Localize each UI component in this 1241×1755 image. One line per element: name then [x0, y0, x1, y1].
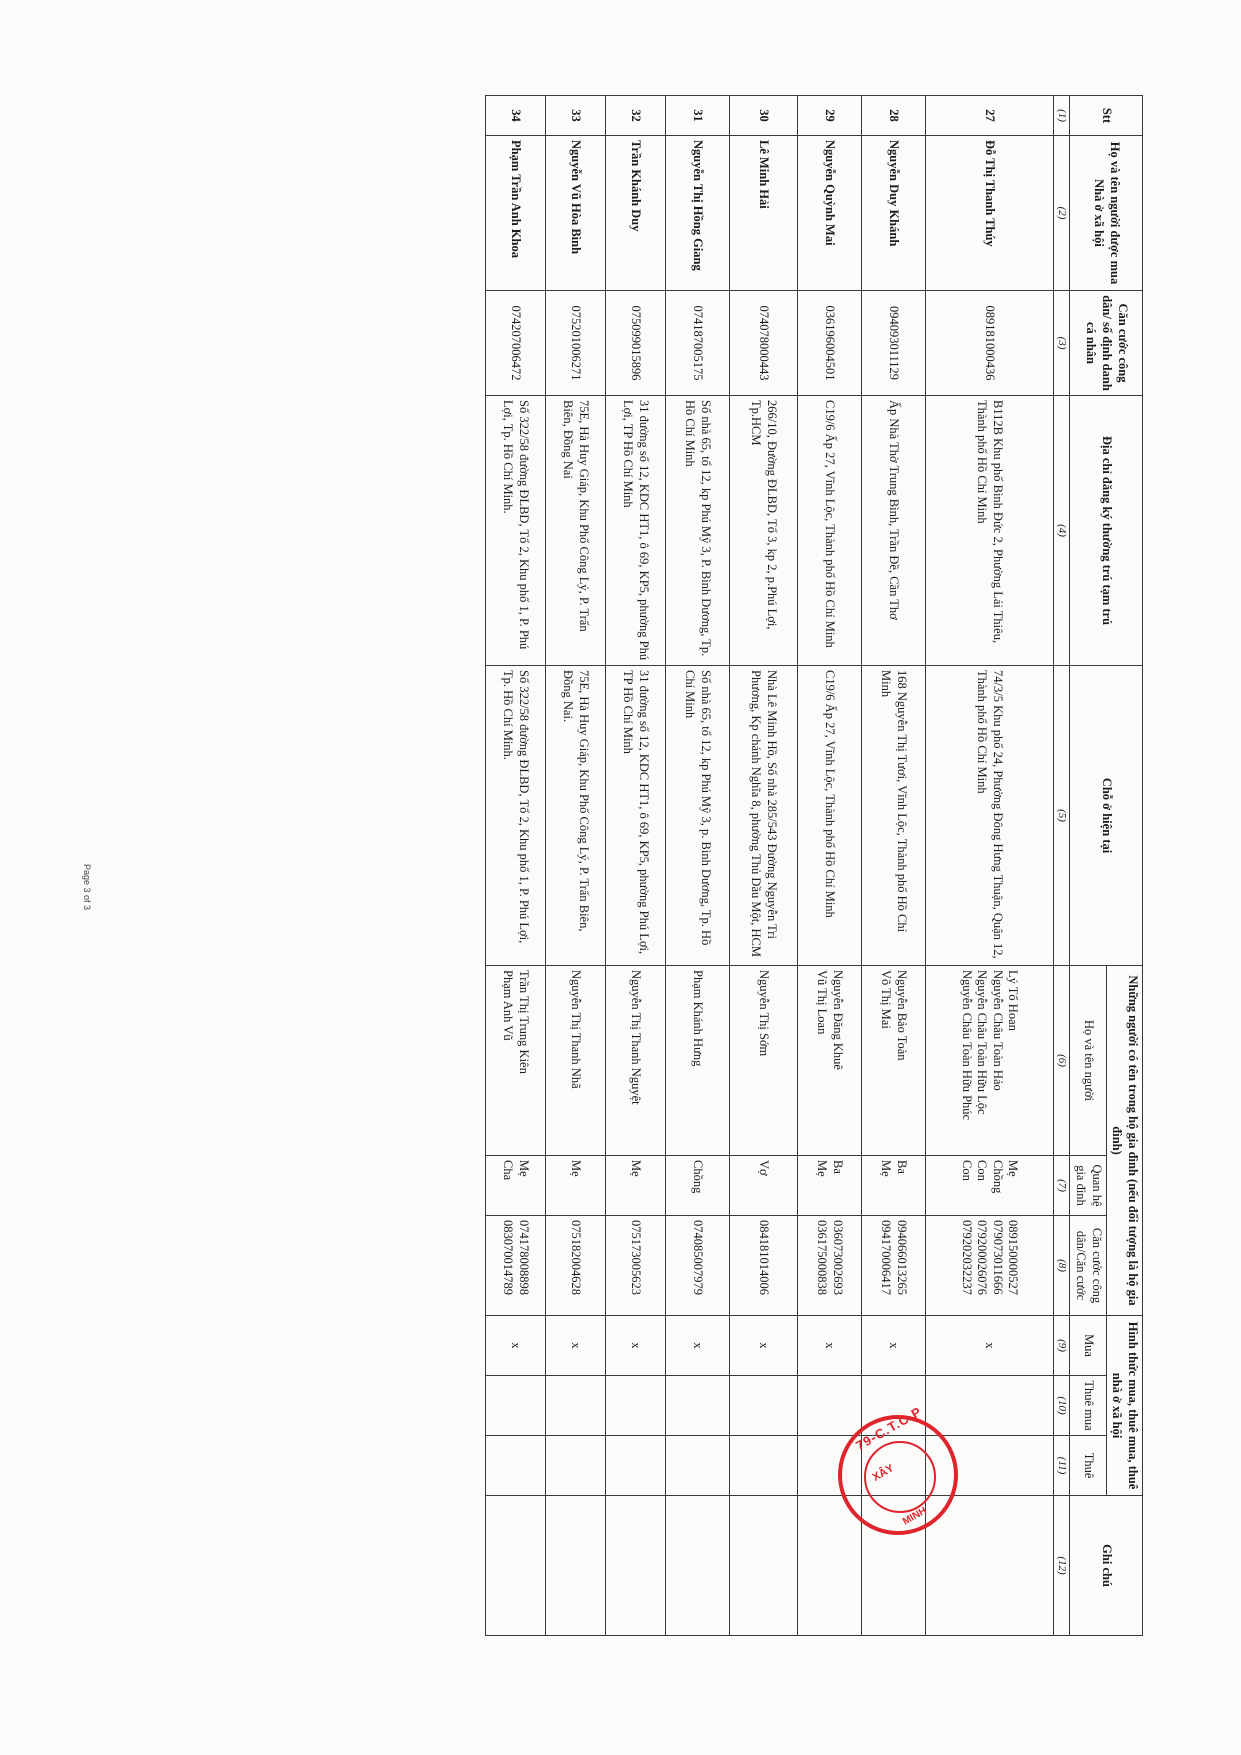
col-num: (4)	[1053, 396, 1070, 666]
cell-member-ids	[485, 1216, 545, 1316]
col-num: (8)	[1053, 1216, 1070, 1316]
cell-relations-line: Cha	[501, 1160, 516, 1181]
cell-member-names-line: Nguyễn Thị Sớm	[757, 970, 772, 1057]
cell-member-names	[485, 966, 545, 1156]
cell-member-ids	[729, 1216, 797, 1316]
cell-lease-buy	[485, 1376, 545, 1436]
cell-relations-line: Chồng	[990, 1160, 1005, 1194]
cell-registered-address: Số 322/58 đường ĐLBD, Tổ 2, Khu phố 1, P. Phú Lợi, Tp. Hồ Chí Minh.	[485, 396, 545, 666]
table-body	[485, 96, 1053, 1636]
cell-lease-buy	[545, 1376, 605, 1436]
cell-member-names	[729, 966, 797, 1156]
cell-buy: x	[665, 1316, 729, 1376]
housing-applicants-table	[485, 95, 1143, 1636]
cell-relations	[729, 1156, 797, 1216]
cell-relations-line: Mẹ	[879, 1160, 894, 1177]
cell-current-address: Số nhà 65, tổ 12, kp Phú Mỹ 3, p. Bình Dương, Tp. Hồ Chí Minh	[665, 666, 729, 966]
cell-member-names	[797, 966, 861, 1156]
cell-member-names-line: Nguyễn Châu Toàn Hữu Phúc	[959, 970, 974, 1121]
column-number-row	[1053, 96, 1070, 1636]
cell-current-address: 74/3/5 Khu phố 24, Phường Đông Hưng Thuận, Quận 12, Thành phố Hồ Chí Minh	[925, 666, 1053, 966]
header-lease-buy: Thuê mua	[1070, 1376, 1106, 1436]
cell-registered-address: Số nhà 65, tổ 12, kp Phú Mỹ 3, P. Bình Dương, Tp. Hồ Chí Minh	[665, 396, 729, 666]
cell-relations-line: Con	[975, 1160, 990, 1181]
cell-lease-buy	[729, 1376, 797, 1436]
cell-registered-address: 266/10, Đường ĐLBD, Tổ 3, kp 2, p.Phú Lợi, Tp.HCM	[729, 396, 797, 666]
cell-lease-buy	[925, 1376, 1053, 1436]
cell-note	[665, 1496, 729, 1636]
cell-rent	[729, 1436, 797, 1496]
cell-member-ids-line: 083070014789	[501, 1220, 516, 1295]
col-num: (10)	[1053, 1376, 1070, 1436]
cell-member-names	[925, 966, 1053, 1156]
cell-lease-buy	[797, 1376, 861, 1436]
cell-member-names	[605, 966, 665, 1156]
cell-note	[485, 1496, 545, 1636]
header-rent: Thuê	[1070, 1436, 1106, 1496]
cell-member-ids-line: 089150000527	[1006, 1220, 1021, 1295]
cell-member-ids-line: 075173005623	[629, 1220, 644, 1295]
cell-id: 036196004501	[797, 291, 861, 396]
col-num: (2)	[1053, 136, 1070, 291]
cell-buy: x	[797, 1316, 861, 1376]
table-row	[729, 96, 797, 1636]
cell-relations	[797, 1156, 861, 1216]
cell-member-names-line: Nguyễn Thị Thanh Nhã	[569, 970, 584, 1089]
cell-stt: 32	[605, 96, 665, 136]
cell-stt: 29	[797, 96, 861, 136]
cell-member-names-line: Nguyễn Châu Toàn Hảo	[990, 970, 1005, 1091]
cell-relations-line: Ba	[894, 1160, 909, 1174]
cell-relations-line: Chồng	[691, 1160, 706, 1194]
cell-name: Đỗ Thị Thanh Thúy	[925, 136, 1053, 291]
cell-registered-address: C19/6 Ấp 27, Vĩnh Lộc, Thành phố Hồ Chí Minh	[797, 396, 861, 666]
header-current-address: Chỗ ở hiện tại	[1070, 666, 1143, 966]
cell-registered-address: B112B Khu phố Bình Đức 2, Phường Lái Thiêu, Thành phố Hồ Chí Minh	[925, 396, 1053, 666]
cell-member-ids-line: 094066013265	[894, 1220, 909, 1295]
table-row	[665, 96, 729, 1636]
header-form-group: Hình thức mua, thuê mua, thuê nhà ở xã hội	[1106, 1316, 1142, 1496]
cell-rent	[665, 1436, 729, 1496]
cell-buy: x	[729, 1316, 797, 1376]
header-relation: Quan hệ gia đình	[1070, 1156, 1106, 1216]
cell-current-address: C19/6 Ấp 27, Vĩnh Lộc, Thành phố Hồ Chí Minh	[797, 666, 861, 966]
cell-relations	[665, 1156, 729, 1216]
col-num: (7)	[1053, 1156, 1070, 1216]
cell-id: 094093011129	[861, 291, 925, 396]
cell-buy: x	[925, 1316, 1053, 1376]
header-buy: Mua	[1070, 1316, 1106, 1376]
cell-id: 075099015896	[605, 291, 665, 396]
cell-stt: 27	[925, 96, 1053, 136]
cell-name: Nguyễn Thị Hồng Giang	[665, 136, 729, 291]
stamp-text-top: 79-C.T.C.P	[853, 1403, 925, 1454]
col-num: (1)	[1053, 96, 1070, 136]
cell-name: Phạm Trần Anh Khoa	[485, 136, 545, 291]
cell-member-ids	[925, 1216, 1053, 1316]
cell-rent	[605, 1436, 665, 1496]
cell-member-names	[545, 966, 605, 1156]
header-id: Căn cước công dân/ số định danh cá nhân	[1070, 291, 1143, 396]
cell-relations	[485, 1156, 545, 1216]
table-row	[925, 96, 1053, 1636]
cell-stt: 28	[861, 96, 925, 136]
cell-buy: x	[861, 1316, 925, 1376]
page-footer: Page 3 of 3	[82, 864, 92, 911]
cell-member-ids	[605, 1216, 665, 1316]
cell-relations-line: Mẹ	[815, 1160, 830, 1177]
col-num: (3)	[1053, 291, 1070, 396]
col-num: (5)	[1053, 666, 1070, 966]
cell-member-names	[861, 966, 925, 1156]
cell-lease-buy	[605, 1376, 665, 1436]
company-stamp	[838, 1403, 958, 1535]
header-note: Ghi chú	[1070, 1496, 1143, 1636]
cell-member-ids-line: 079073011666	[990, 1220, 1005, 1295]
cell-current-address: 168 Nguyễn Thị Tươi, Vĩnh Lộc, Thành phố Hồ Chí Minh	[861, 666, 925, 966]
cell-current-address: Số 322/58 đường ĐLBD, Tổ 2, Khu phố 1, P. Phú Lợi, Tp. Hồ Chí Minh.	[485, 666, 545, 966]
cell-stt: 34	[485, 96, 545, 136]
cell-note	[797, 1496, 861, 1636]
cell-id: 074207006472	[485, 291, 545, 396]
cell-buy: x	[545, 1316, 605, 1376]
cell-relations-line: Mẹ	[1006, 1160, 1021, 1177]
header-member-name: Họ và tên người	[1070, 966, 1106, 1156]
cell-id: 074078000443	[729, 291, 797, 396]
cell-member-ids-line: 075182004628	[569, 1220, 584, 1295]
cell-registered-address: 75E, Hà Huy Giáp, Khu Phố Công Lý, P. Trấn Biên, Đồng Nai	[545, 396, 605, 666]
cell-id: 074187005175	[665, 291, 729, 396]
cell-member-ids-line: 079200026076	[975, 1220, 990, 1295]
cell-stt: 31	[665, 96, 729, 136]
cell-member-ids-line: 036073002693	[830, 1220, 845, 1295]
cell-current-address: 75E, Hà Huy Giáp, Khu Phố Công Lý, P. Trấn Biên, Đồng Nai.	[545, 666, 605, 966]
cell-member-ids-line: 094170006417	[879, 1220, 894, 1295]
cell-member-ids-line: 079202032237	[959, 1220, 974, 1295]
cell-relations-line: Con	[959, 1160, 974, 1181]
table-row	[545, 96, 605, 1636]
cell-id: 075201006271	[545, 291, 605, 396]
cell-relations-line: Mẹ	[629, 1160, 644, 1177]
cell-rent	[485, 1436, 545, 1496]
cell-name: Nguyễn Vũ Hòa Bình	[545, 136, 605, 291]
cell-member-names-line: Nguyễn Thị Thanh Nguyệt	[629, 970, 644, 1105]
cell-member-names-line: Nguyễn Châu Toàn Hữu Lộc	[975, 970, 990, 1115]
cell-member-names-line: Trần Thị Trung Kiên	[516, 970, 531, 1074]
cell-member-names-line: Lý Tố Hoan	[1006, 970, 1021, 1031]
cell-lease-buy	[665, 1376, 729, 1436]
cell-member-ids-line: 036175000838	[815, 1220, 830, 1295]
cell-name: Nguyễn Duy Khánh	[861, 136, 925, 291]
header-stt: Stt	[1070, 96, 1143, 136]
col-num: (9)	[1053, 1316, 1070, 1376]
cell-registered-address: Ấp Nhà Thờ Trung Bình, Trần Đề, Cần Thơ	[861, 396, 925, 666]
header-member-id: Căn cước công dân/Căn cước	[1070, 1216, 1106, 1316]
cell-member-ids-line: 074085007979	[691, 1220, 706, 1295]
cell-buy: x	[485, 1316, 545, 1376]
header-name: Họ và tên người được mua Nhà ở xã hội	[1070, 136, 1143, 291]
cell-relations	[605, 1156, 665, 1216]
cell-member-ids	[861, 1216, 925, 1316]
cell-relations-line: Vợ	[757, 1160, 772, 1176]
cell-member-names-line: Phạm Anh Vũ	[501, 970, 516, 1041]
cell-relations	[545, 1156, 605, 1216]
table-row	[605, 96, 665, 1636]
cell-current-address: Nhà Lê Minh Hồ, Số nhà 285/543 Đường Nguyễn Tri Phương, Kp chánh Nghĩa 8, phường Thủ Dầu Một, HCM	[729, 666, 797, 966]
cell-id: 089181000436	[925, 291, 1053, 396]
cell-member-ids	[797, 1216, 861, 1316]
cell-member-names	[665, 966, 729, 1156]
header-row-1	[1106, 96, 1142, 1636]
cell-member-ids	[545, 1216, 605, 1316]
header-household-group: Những người có tên trong hộ gia đình (nếu đối tượng là hộ gia đình)	[1106, 966, 1142, 1316]
cell-note	[605, 1496, 665, 1636]
cell-rent	[545, 1436, 605, 1496]
cell-member-names-line: Võ Thị Mai	[879, 970, 894, 1029]
stamp-text-mid: XÂY	[870, 1462, 897, 1484]
cell-member-ids-line: 084181014006	[757, 1220, 772, 1295]
cell-member-names-line: Nguyễn Bảo Toàn	[894, 970, 909, 1061]
col-num: (11)	[1053, 1436, 1070, 1496]
cell-note	[925, 1496, 1053, 1636]
cell-relations-line: Ba	[830, 1160, 845, 1174]
cell-relations-line: Mẹ	[569, 1160, 584, 1177]
col-num: (12)	[1053, 1496, 1070, 1636]
cell-note	[729, 1496, 797, 1636]
stamp-text-bottom: MINH	[900, 1505, 929, 1528]
cell-stt: 33	[545, 96, 605, 136]
cell-buy: x	[605, 1316, 665, 1376]
cell-member-names-line: Phạm Khánh Hưng	[691, 970, 706, 1067]
cell-registered-address: 31 đường số 12, KDC HT1, ô 69, KP5, phường Phú Lợi, TP Hồ Chí Minh	[605, 396, 665, 666]
header-registered-address: Địa chỉ đăng ký thường trú tạm trú	[1070, 396, 1143, 666]
cell-member-ids-line: 074178008898	[516, 1220, 531, 1295]
cell-relations-line: Mẹ	[516, 1160, 531, 1177]
cell-name: Lê Minh Hải	[729, 136, 797, 291]
cell-member-names-line: Vũ Thị Loan	[815, 970, 830, 1035]
table-row	[485, 96, 545, 1636]
cell-member-ids	[665, 1216, 729, 1316]
cell-name: Nguyễn Quỳnh Mai	[797, 136, 861, 291]
cell-member-names-line: Nguyễn Đăng Khuê	[830, 970, 845, 1070]
table-row	[797, 96, 861, 1636]
cell-current-address: 31 đường số 12, KDC HT1, ô 69, KP5, phường Phú Lợi, TP Hồ Chí Minh	[605, 666, 665, 966]
cell-name: Trần Khánh Duy	[605, 136, 665, 291]
rotated-table-container	[503, 95, 1143, 1635]
cell-note	[545, 1496, 605, 1636]
col-num: (6)	[1053, 966, 1070, 1156]
cell-stt: 30	[729, 96, 797, 136]
cell-relations	[925, 1156, 1053, 1216]
cell-relations	[861, 1156, 925, 1216]
